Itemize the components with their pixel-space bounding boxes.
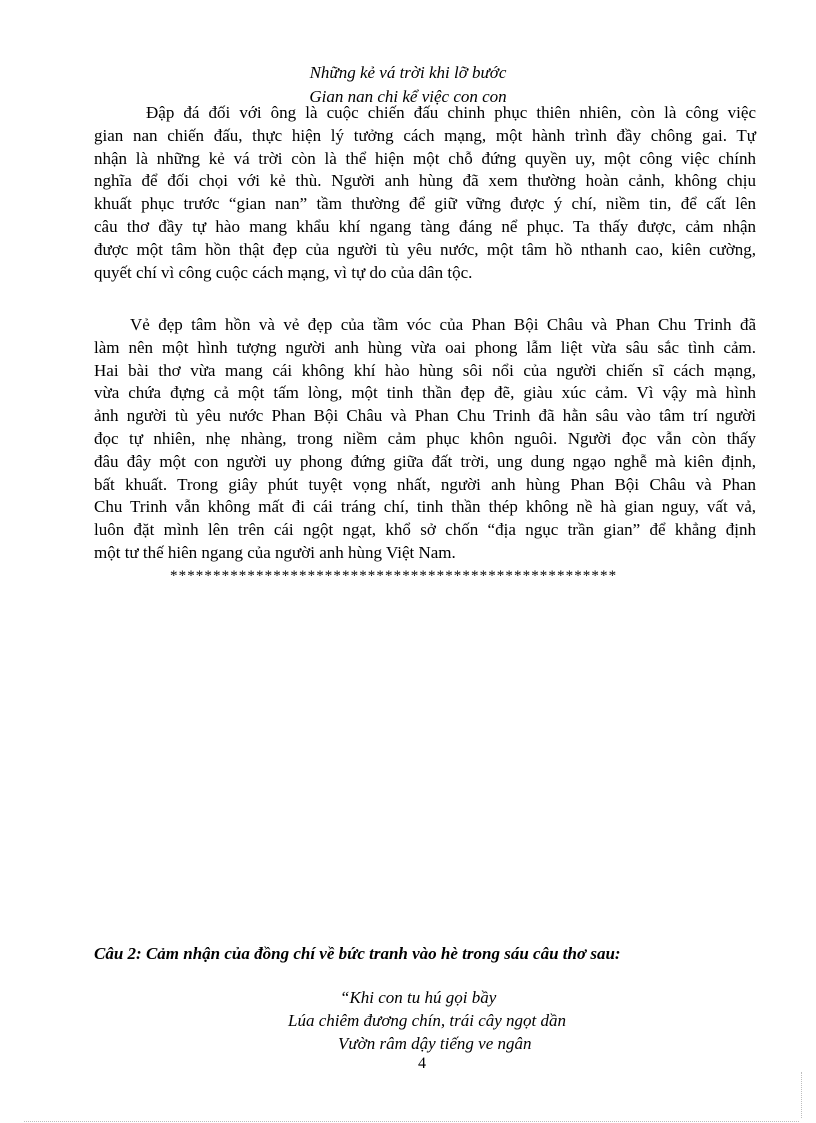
- paragraph-2: [94, 314, 756, 565]
- paragraph-1-line: gian nan chiến đấu, thực hiện lý tưởng cách mạng, một hành trình đầy chông gai. Tự: [94, 125, 756, 145]
- poem-line-3: Vườn râm dậy tiếng ve ngân: [338, 1034, 532, 1053]
- paragraph-1-line: Đập đá đối với ông là cuộc chiến đấu chinh phục thiên nhiên, còn là công việc: [146, 103, 756, 122]
- separator-stars: ****************************************************: [170, 568, 618, 584]
- question-heading: Câu 2: Cảm nhận của đồng chí về bức tranh vào hè trong sáu câu thơ sau:: [94, 944, 621, 963]
- poem-line-1: “Khi con tu hú gọi bầy: [340, 988, 497, 1007]
- paragraph-2-line: Hai bài thơ vừa mang cái không khí hào hùng sôi nổi của người chiến sĩ cách mạng,: [94, 360, 756, 380]
- paragraph-2-line: đâu đây một con người uy phong đứng giữa đất trời, ung dung ngạo nghễ mà kiên định,: [94, 451, 756, 471]
- paragraph-1: [94, 102, 756, 284]
- paragraph-1-line: nghĩa để đối chọi với kẻ thù. Người anh hùng đã xem thường hoàn cảnh, không chịu: [94, 171, 756, 191]
- paragraph-2-line: Vẻ đẹp tâm hồn và vẻ đẹp của tầm vóc của Phan Bội Châu và Phan Chu Trinh đã: [130, 315, 756, 334]
- paragraph-2-line: bất khuất. Trong giây phút tuyệt vọng nhất, người anh hùng Phan Bội Châu và Phan: [94, 474, 756, 494]
- paragraph-1-line: được một tâm hồn thật đẹp của người tù yêu nước, một tâm hồ nthanh cao, kiên cường,: [94, 239, 756, 259]
- paragraph-2-line: đọc tự nhiên, nhẹ nhàng, trong niềm cảm phục khôn nguôi. Người đọc vẫn còn thấy: [94, 428, 756, 448]
- paragraph-1-line: câu thơ đầy tự hào mang khẩu khí ngang tàng đáng nể phục. Ta thấy được, cảm nhận: [94, 216, 756, 236]
- top-verse-line-1: Những kẻ vá trời khi lỡ bước: [309, 63, 507, 82]
- paragraph-1-line: quyết chí vì công cuộc cách mạng, vì tự do của dân tộc.: [94, 262, 473, 282]
- paragraph-2-line: làm nên một hình tượng người anh hùng vừa oai phong lẫm liệt vừa sâu sắc tình cảm.: [94, 337, 756, 357]
- paragraph-2-line: vừa chứa đựng cả một tấm lòng, một tinh thần đẹp đẽ, giàu xúc cảm. Vì vậy mà hình: [94, 383, 756, 403]
- poem-line-2: Lúa chiêm đương chín, trái cây ngọt dần: [288, 1011, 567, 1030]
- paragraph-1-line: nhận là những kẻ vá trời còn là thể hiện một chỗ đứng quyền uy, một công việc chính: [94, 148, 756, 168]
- page-border-right: [801, 1072, 802, 1118]
- paragraph-1-line: khuất phục trước “gian nan” tầm thường để giữ vững được ý chí, niềm tin, để cất lên: [94, 194, 756, 214]
- top-verse-line-2: Gian nan chi kể việc con con: [309, 87, 507, 106]
- page-number: 4: [418, 1055, 426, 1072]
- paragraph-2-line: luôn đặt mình lên trên cái ngột ngạt, khổ sở chốn “địa ngục trần gian” để khẳng định: [94, 520, 756, 540]
- paragraph-2-line: ảnh người tù yêu nước Phan Bội Châu và Phan Chu Trinh đã hằn sâu vào tâm trí người: [94, 406, 756, 426]
- paragraph-2-line: Chu Trinh vẫn không mất đi cái tráng chí, tinh thần thép không nề hà gian nguy, vất vả,: [94, 497, 756, 517]
- page-border-bottom: [24, 1121, 799, 1122]
- paragraph-2-line: một tư thế hiên ngang của người anh hùng Việt Nam.: [94, 542, 456, 562]
